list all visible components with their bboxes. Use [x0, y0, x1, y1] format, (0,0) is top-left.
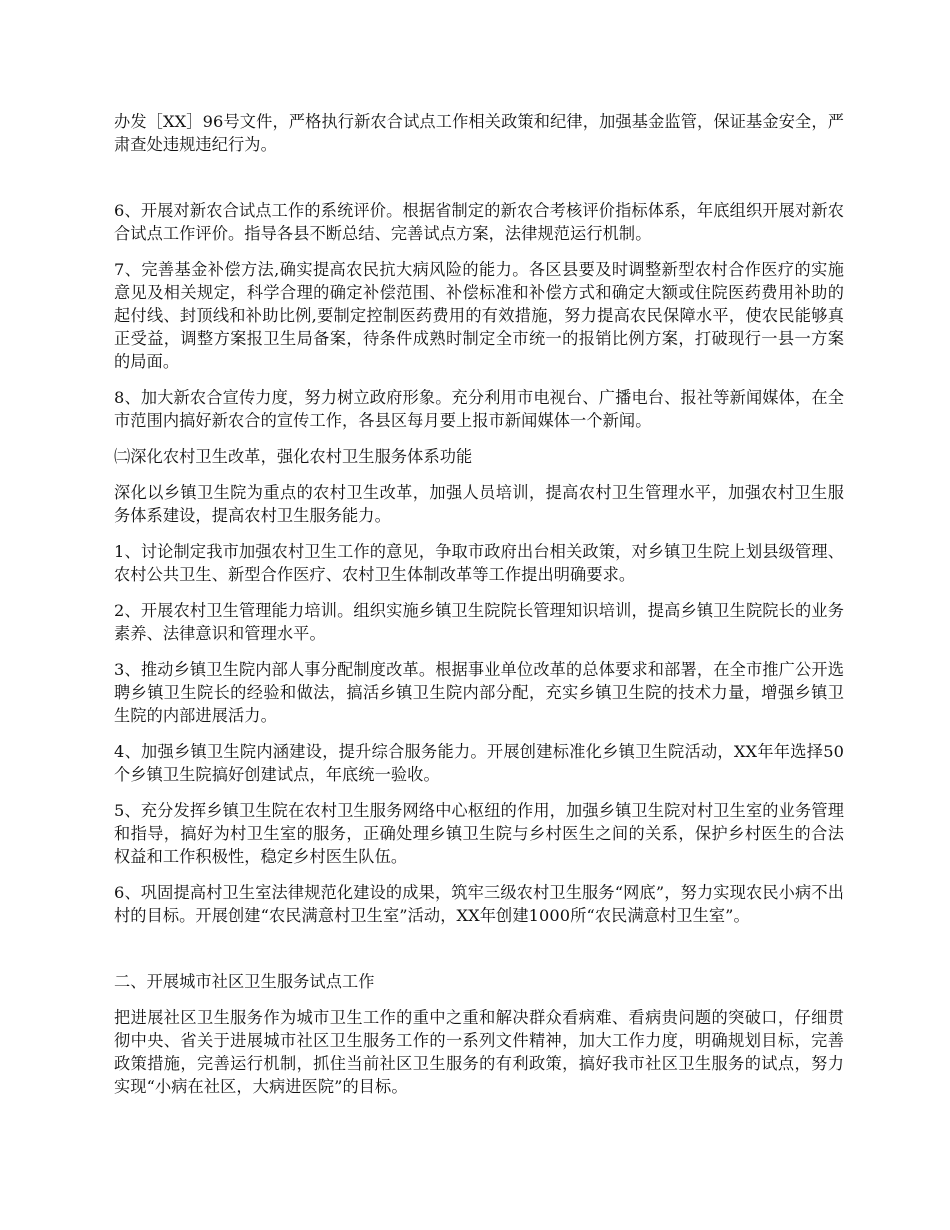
paragraph-item-5-hub-role: 5、充分发挥乡镇卫生院在农村卫生服务网络中心枢纽的作用，加强乡镇卫生院对村卫生室的业务管理和指导，搞好为村卫生室的服务，正确处理乡镇卫生院与乡村医生之间的关系，保护乡村医生的合法权益和工作积极性，稳定乡村医生队伍。 [114, 801, 844, 866]
paragraph-community-health-intro: 把进展社区卫生服务作为城市卫生工作的重中之重和解决群众看病难、看病贵问题的突破口，仔细贯彻中央、省关于进展城市社区卫生服务工作的一系列文件精神，加大工作力度，明确规划目标，完善政策措施，完善运行机制，抓住当前社区卫生服务的有利政策，搞好我市社区卫生服务的试点，努力实现“小病在社区，大病进医院”的目标。 [114, 1008, 844, 1096]
paragraph-item-4-capacity: 4、加强乡镇卫生院内涵建设，提升综合服务能力。开展创建标准化乡镇卫生院活动，XX年年选择50个乡镇卫生院搞好创建试点，年底统一验收。 [114, 742, 844, 784]
paragraph-item-1-policy: 1、讨论制定我市加强农村卫生工作的意见，争取市政府出台相关政策，对乡镇卫生院上划县级管理、农村公共卫生、新型合作医疗、农村卫生体制改革等工作提出明确要求。 [114, 542, 844, 584]
paragraph-item-2-training: 2、开展农村卫生管理能力培训。组织实施乡镇卫生院院长管理知识培训，提高乡镇卫生院院长的业务素养、法律意识和管理水平。 [114, 601, 844, 643]
paragraph-fund-supervision: 办发［XX］96号文件，严格执行新农合试点工作相关政策和纪律，加强基金监管，保证基金安全，严肃查处违规违纪行为。 [114, 112, 844, 154]
section-heading-community-health: 二、开展城市社区卫生服务试点工作 [114, 972, 375, 991]
paragraph-item-8-publicity: 8、加大新农合宣传力度，努力树立政府形象。充分利用市电视台、广播电台、报社等新闻媒体，在全市范围内搞好新农合的宣传工作，各县区每月要上报市新闻媒体一个新闻。 [114, 388, 844, 430]
paragraph-item-6-evaluation: 6、开展对新农合试点工作的系统评价。根据省制定的新农合考核评价指标体系，年底组织开展对新农合试点工作评价。指导各县不断总结、完善试点方案，法律规范运行机制。 [114, 201, 844, 243]
paragraph-item-6-village-clinics: 6、巩固提高村卫生室法律规范化建设的成果，筑牢三级农村卫生服务“网底”，努力实现农民小病不出村的目标。开展创建“农民满意村卫生室”活动，XX年创建1000所“农民满意村卫生室”。 [114, 883, 844, 925]
paragraph-item-3-personnel: 3、推动乡镇卫生院内部人事分配制度改革。根据事业单位改革的总体要求和部署，在全市推广公开选聘乡镇卫生院长的经验和做法，搞活乡镇卫生院内部分配，充实乡镇卫生院的技术力量，增强乡镇卫生院的内部进展活力。 [114, 660, 844, 725]
document-page [114, 110, 844, 1098]
paragraph-item-7-compensation: 7、完善基金补偿方法,确实提高农民抗大病风险的能力。各区县要及时调整新型农村合作医疗的实施意见及相关规定，科学合理的确定补偿范围、补偿标准和补偿方式和确定大额或住院医药费用补助的起付线、封顶线和补助比例,要制定控制医药费用的有效措施，努力提高农民保障水平，使农民能够真正受益，调整方案报卫生局备案，待条件成熟时制定全市统一的报销比例方案，打破现行一县一方案的局面。 [114, 260, 844, 371]
section-heading-rural-reform: ㈡深化农村卫生改革，强化农村卫生服务体系功能 [114, 447, 473, 466]
paragraph-rural-reform-intro: 深化以乡镇卫生院为重点的农村卫生改革，加强人员培训，提高农村卫生管理水平，加强农村卫生服务体系建设，提高农村卫生服务能力。 [114, 483, 844, 525]
